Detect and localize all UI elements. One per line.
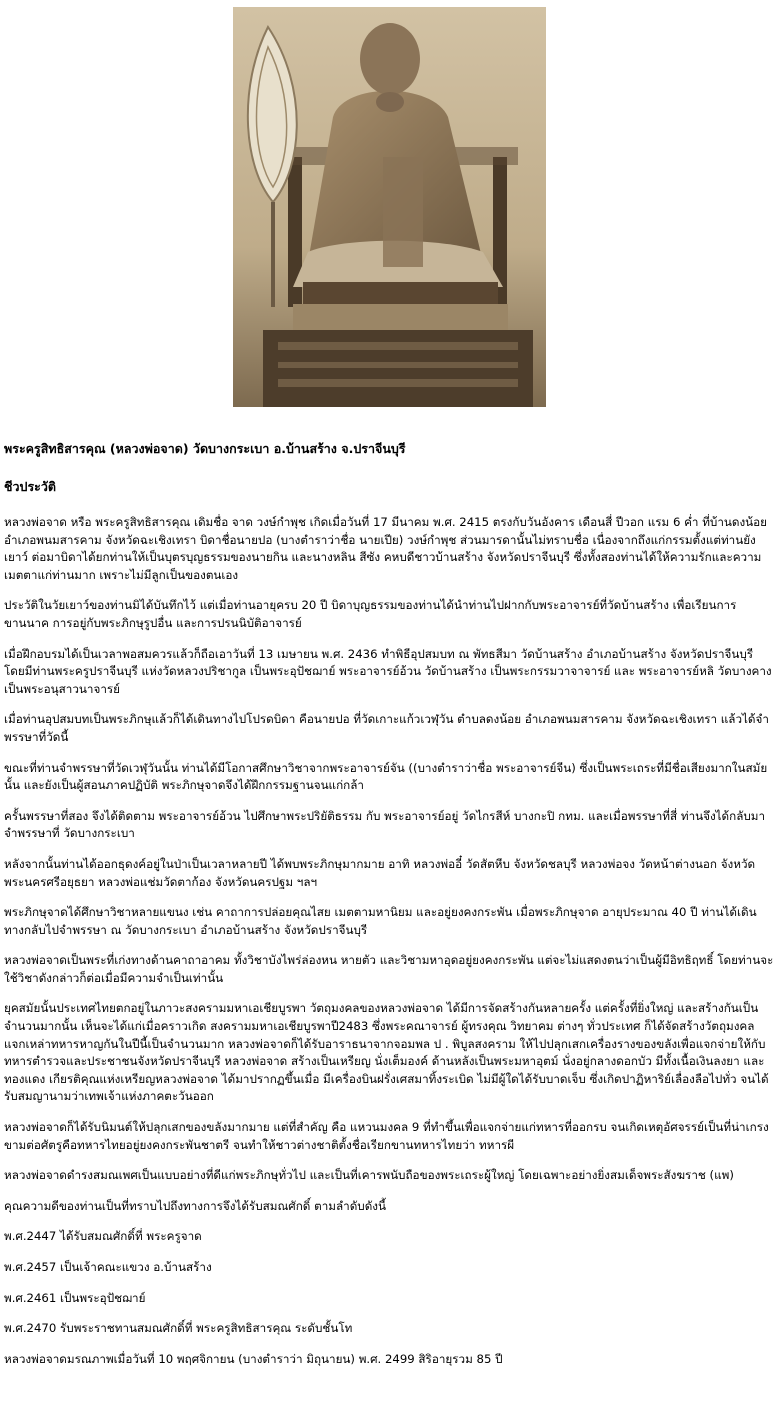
paragraph: หลวงพ่อจาดเป็นพระที่เก่งทางด้านคาถาอาคม ทั้งวิชาบังไพร่ล่องหน หายตัว และวิชามหาอุดอยู่ยงคงกระพัน แต่จะไม่แสดงตนว่าเป็นผู้มีอิทธิฤทธิ์ โดยท่านจะใช้วิชาดังกล่าวก็ต่อเมื่อมีความจำเป็นเท่านั้น [4,953,774,985]
paragraph: ยุคสมัยนั้นประเทศไทยตกอยู่ในภาวะสงครามมหาเอเชียบูรพา วัตถุมงคลของหลวงพ่อจาด ได้มีการจัดสร้างกันหลายครั้ง แต่ครั้งที่ยิ่งใหญ่ และสร้างกันเป็นจำนวนมากนั้น เห็นจะได้แก่เมื่อคราวเกิด สงครามมหาเอเชียบูรพาปี2483 ซึ่งพระคณาจารย์ ผู้ทรงคุณ วิทยาคม ต่างๆ ทั่วประเทศ ก็ได้จัดสร้างวัตถุมงคลแจกเหล่าทหารหาญกันในปีนี้เป็นจำนวนมาก หลวงพ่อจาดก็ได้รับอาราธนาจากจอมพล ป . พิบูลสงคราม ให้ไปปลุกเสกเครื่องรางของขลังเพื่อแจกจ่ายให้กับทหารตำรวจและประชาชนจังหวัดปราจีนบุรี หลวงพ่อจาด สร้างเป็นเหรียญ นั่งเต็มองค์ ด้านหลังเป็นพระมหาอุตม์ นั่งอยู่กลางดอกบัว มีทั้งเนื้อเงินลงยา และ ทองแดง เกียรติคุณแห่งเหรียญหลวงพ่อจาด ได้มาปรากฏขึ้นเมื่อ มีเครื่องบินฝรั่งเศสมาทิ้งระเบิด ไม่มีผู้ใดได้รับบาดเจ็บ ซึ่งเกิดปาฏิหาริย์เลื่องลือไปทั่ว จนได้รับสมญานามว่าเทพเจ้าแห่งภาคตะวันออก [4,1001,769,1104]
paragraph: ขณะที่ท่านจำพรรษาที่วัดเวฬุวันนั้น ท่านได้มีโอกาสศึกษาวิชาจากพระอาจารย์จัน ((บางตำราว่าชื่อ พระอาจารย์จีน) ซึ่งเป็นพระเถระที่มีชื่อเสียงมากในสมัยนั้น และยังเป็นผู้สอนภาคปฏิบัติ พระภิกษุจาดจึงได้ฝึกกรรมฐานจนแก่กล้า [4,760,768,793]
paragraph: หลวงพ่อจาด หรือ พระครูสิทธิสารคุณ เดิมชื่อ จาด วงษ์กำพุช เกิดเมื่อวันที่ 17 มีนาคม พ.ศ. 2415 ตรงกับวันอังคาร เดือนสี่ ปีวอก แรม 6 ค่ำ ที่บ้านดงน้อย อำเภอพนมสารคาม จังหวัดฉะเชิงเทรา บิดาชื่อนายปอ (บางตำราว่าชื่อ นายเปีย) วงษ์กำพุช ส่วนมารดานั้นไม่ทราบชื่อ เนื่องจากถึงแก่กรรมตั้งแต่ท่านยังเยาว์ ต่อมาบิดาได้ยกท่านให้เป็นบุตรบุญธรรมของนายกิน และนางหลิน สีซัง คหบดีชาวบ้านสร้าง จังหวัดปราจีนบุรี ซึ่งทั้งสองท่านได้ให้ความรักและความเมตตาแก่ท่านมาก เพราะไม่มีลูกเป็นของตนเอง [4,515,768,582]
paragraph: ครั้นพรรษาที่สอง จึงได้ติดตาม พระอาจารย์อ้วน ไปศึกษาพระปริยัติธรรม กับ พระอาจารย์อยู่ วัดไกรสีห์ บางกะปิ กทม. และเมื่อพรรษาที่สี่ ท่านจึงได้กลับมาจำพรรษาที่ วัดบางกระเบา [4,808,766,841]
paragraph: หลังจากนั้นท่านได้ออกธุดงค์อยู่ในป่าเป็นเวลาหลายปี ได้พบพระภิกษุมากมาย อาทิ หลวงพ่ออี๋ วัดสัตหีบ จังหวัดชลบุรี หลวงพ่อจง วัดหน้าต่างนอก จังหวัดพระนครศรีอยุธยา หลวงพ่อแช่มวัดตาก้อง จังหวัดนครปฐม ฯลฯ [4,856,756,889]
paragraph: หลวงพ่อจาดก็ได้รับนิมนต์ให้ปลุกเสกของขลังมากมาย แต่ที่สำคัญ คือ แหวนมงคล 9 ที่ทำขึ้นเพื่อแจกจ่ายแก่ทหารที่ออกรบ จนเกิดเหตุอัศจรรย์เป็นที่น่าเกรงขามต่อศัตรูคือทหารไทยอยู่ยงคงกระพันชาตรี จนทำให้ชาวต่างชาติตั้งชื่อเรียกขานทหารไทยว่า ทหารผี [4,1120,769,1152]
section-heading: ชีวประวัติ [4,479,57,494]
rank-item: พ.ศ.2470 รับพระราชทานสมณศักดิ์ที่ พระครูสิทธิสารคุณ ระดับชั้นโท [4,1321,353,1336]
rank-item: พ.ศ.2461 เป็นพระอุปัชฌาย์ [4,1290,146,1305]
paragraph: เมื่อท่านอุปสมบทเป็นพระภิกษุแล้วก็ได้เดินทางไปโปรดบิดา คือนายปอ ที่วัดเกาะแก้วเวฬุวัน ตำบลดงน้อย อำเภอพนมสารคาม จังหวัดฉะเชิงเทรา แล้วได้จำพรรษาที่วัดนี้ [4,712,769,744]
monk-portrait-photo [233,7,546,407]
rank-item: พ.ศ.2447 ได้รับสมณศักดิ์ที่ พระครูจาด [4,1229,202,1244]
paragraph: คุณความดีของท่านเป็นที่ทราบไปถึงทางการจึงได้รับสมณศักดิ์ ตามลำดับดังนี้ [4,1198,386,1213]
article [4,440,774,1381]
paragraph: หลวงพ่อจาดดำรงสมณเพศเป็นแบบอย่างที่ดีแก่พระภิกษุทั่วไป และเป็นที่เคารพนับถือของพระเถระผู้ใหญ่ โดยเฉพาะอย่างยิ่งสมเด็จพระสังฆราช (แพ) [4,1168,734,1183]
paragraph: พระภิกษุจาดได้ศึกษาวิชาหลายแขนง เช่น คาถาการปล่อยคุณไสย เมตตามหานิยม และอยู่ยงคงกระพัน เมื่อพระภิกษุจาด อายุประมาณ 40 ปี ท่านได้เดินทางกลับไปจำพรรษา ณ วัดบางกระเบา อำเภอบ้านสร้าง จังหวัดปราจีนบุรี [4,905,757,937]
rank-item: พ.ศ.2457 เป็นเจ้าคณะแขวง อ.บ้านสร้าง [4,1260,212,1274]
portrait-illustration [233,7,546,407]
paragraph: หลวงพ่อจาดมรณภาพเมื่อวันที่ 10 พฤศจิกายน (บางตำราว่า มิถุนายน) พ.ศ. 2499 สิริอายุรวม 85 ปี [4,1351,503,1366]
paragraph: เมื่อฝึกอบรมได้เป็นเวลาพอสมควรแล้วก็ถือเอาวันที่ 13 เมษายน พ.ศ. 2436 ทำพิธีอุปสมบท ณ พัทธสีมา วัดบ้านสร้าง อำเภอบ้านสร้าง จังหวัดปราจีนบุรี โดยมีท่านพระครูปราจีนบุรี แห่งวัดหลวงปริชากูล เป็นพระอุปัชฌาย์ พระอาจารย์อ้วน วัดบ้านสร้าง เป็นพระกรรมวาจาจารย์ และ พระอาจารย์หลิ วัดบางคาง เป็นพระอนุสาวนาจารย์ [4,646,772,696]
article-title: พระครูสิทธิสารคุณ (หลวงพ่อจาด) วัดบางกระเบา อ.บ้านสร้าง จ.ปราจีนบุรี [4,441,406,456]
paragraph: ประวัติในวัยเยาว์ของท่านมิได้บันทึกไว้ แต่เมื่อท่านอายุครบ 20 ปี บิดาบุญธรรมของท่านได้นำท่านไปฝากกับพระอาจารย์ที่วัดบ้านสร้าง เพื่อเรียนการขานนาค การอยู่กับพระภิกษุรูปอื่น และการปรนนิบัติอาจารย์ [4,598,737,630]
